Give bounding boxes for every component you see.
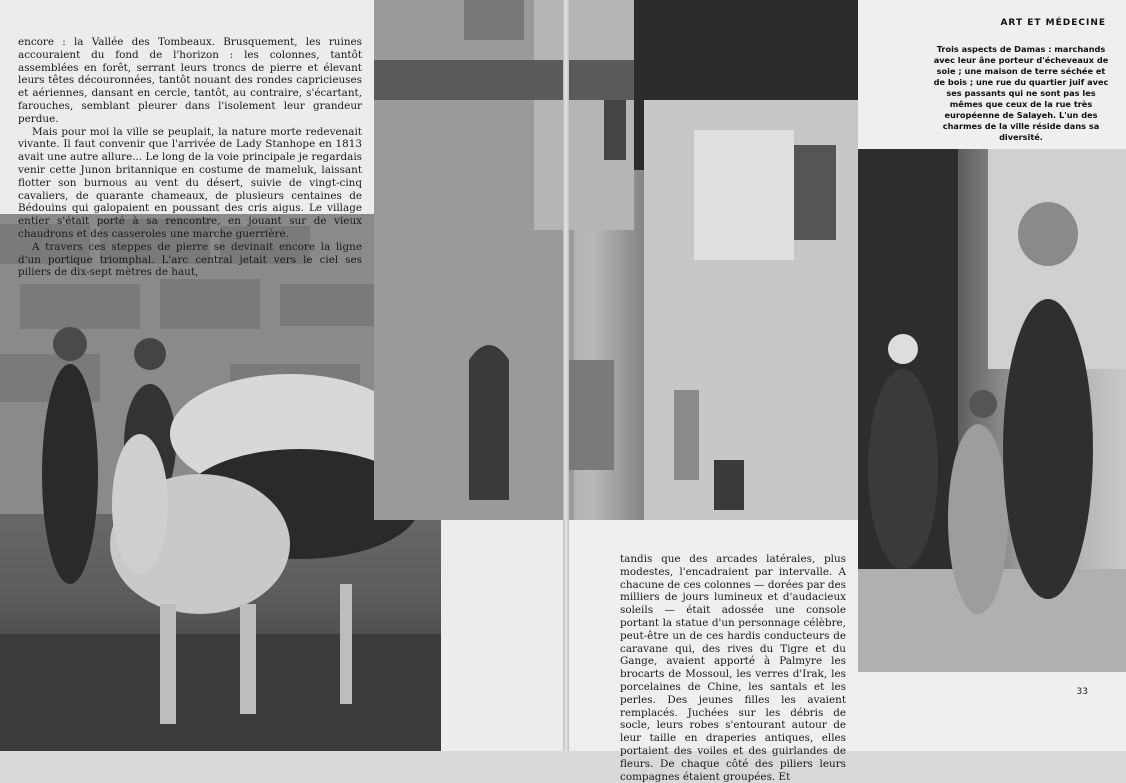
woman-middle-figure	[948, 424, 1008, 614]
mud-wood-house-photo	[374, 0, 858, 520]
left-paragraph-3: A travers ces steppes de pierre se devinait encore la ligne d'un portique triomphal. L'arc central jetait vers le ciel ses piliers de dix-sept mètres de haut,	[18, 240, 362, 279]
left-paragraph-1: encore : la Vallée des Tombeaux. Brusquement, les ruines accouraient du fond de l'horizon : les colonnes, tantôt assemblées en forêt, serrant leurs troncs de pierre et élevant leurs têtes découronnées, tantôt nouant des rondes capricieuses et aériennes, dansant en cercle, tantôt, au contraire, s'écartant, farouches, semblant pleurer dans l'isolement leur grandeur perdue.	[18, 36, 362, 125]
left-body-text	[18, 36, 362, 279]
book-spine	[563, 0, 569, 751]
street-scene-illustration	[858, 149, 1126, 672]
left-paragraph-2: Mais pour moi la ville se peuplait, la nature morte redevenait vivante. Il faut convenir que l'arrivée de Lady Stanhope en 1813 avait une autre allure... Le long de la voie principale je regardais venir cette Junon britannique en costume de mameluk, laissant flotter son burnous au vent du désert, suivie de vingt-cinq cavaliers, de quarante chameaux, de plusieurs centaines de Bédouins qui galopaient en poussant des cris aigus. Le village entier s'était porté à sa rencontre, en jouant sur de vieux chaudrons et des casseroles une marche guerrière.	[18, 125, 362, 240]
right-body-text	[620, 553, 846, 783]
jewish-quarter-street-photo	[858, 149, 1126, 672]
photo-caption: Trois aspects de Damas : marchands avec leur âne porteur d'écheveaux de soie ; une maison de terre séchée et de bois ; une rue du quartier juif avec ses passants qui ne sont pas les mêmes que ceux de la rue très européenne de Salayeh. L'un des charmes de la ville réside dans sa diversité.	[933, 44, 1109, 142]
shuttered-window	[694, 130, 794, 260]
page-number: 33	[1076, 687, 1088, 697]
wooden-balcony	[374, 60, 634, 100]
basket-on-head	[1018, 202, 1078, 266]
section-heading: ART ET MÉDECINE	[1000, 18, 1106, 28]
house-scene-illustration	[374, 0, 858, 520]
arched-doorway	[469, 345, 509, 500]
woman-right-figure	[1003, 299, 1093, 599]
woman-left-figure	[868, 369, 938, 569]
man-left-figure	[42, 364, 98, 584]
right-paragraph-1: tandis que des arcades latérales, plus modestes, l'encadraient par intervalle. A chacune de ces colonnes — dorées par des milliers de jours lumineux et d'audacieux soleils — était adossée une console portant la statue d'un personnage célèbre, peut-être un de ces hardis conducteurs de caravane qui, des rives du Tigre et du Gange, avaient apporté à Palmyre les brocarts de Mossoul, les verres d'Irak, les porcelaines de Chine, les santals et les perles. Des jeunes filles les avaient remplacés. Juchées sur les débris de socle, leurs robes s'entourant autour de leur taille en draperies antiques, elles portaient des voiles et des guirlandes de fleurs. De chaque côté des piliers leurs compagnes étaient groupées. Et	[620, 553, 846, 783]
